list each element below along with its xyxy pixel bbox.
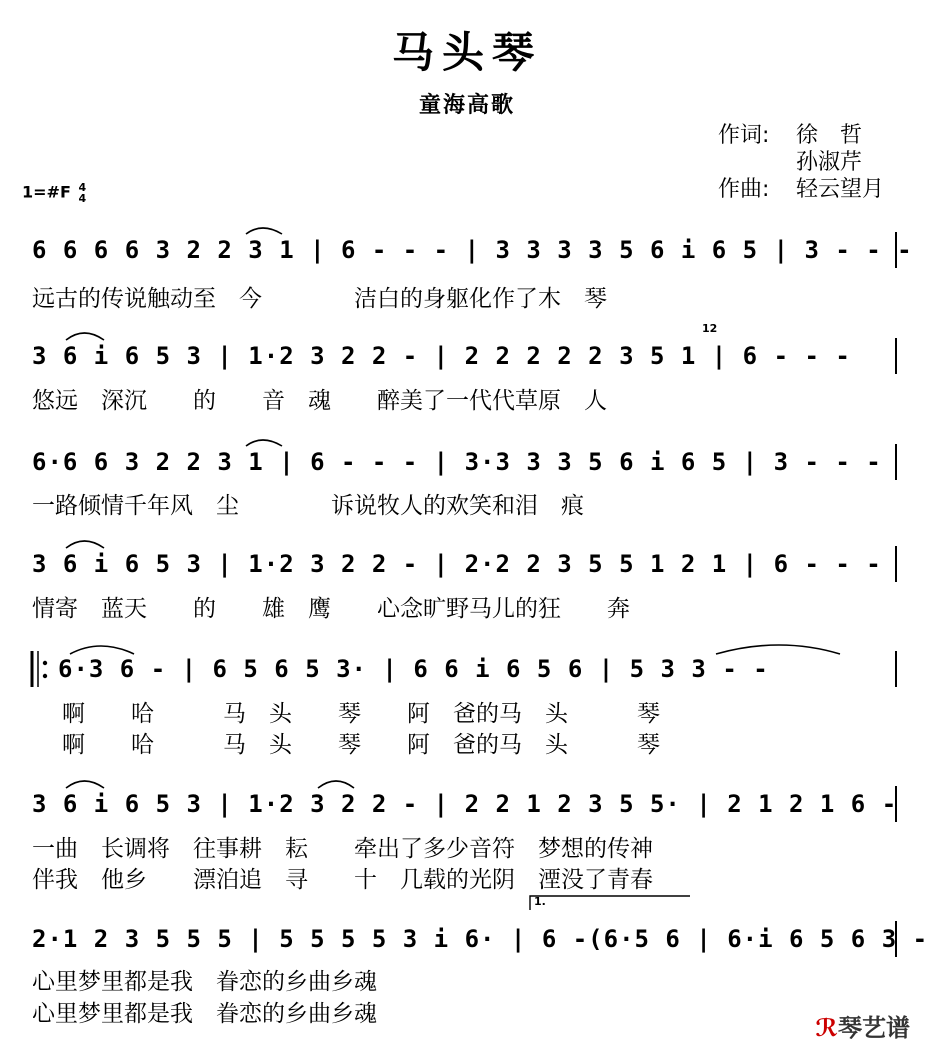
composer-name: 轻云望月 [796, 177, 885, 202]
key-signature [22, 182, 86, 204]
song-title: 马头琴 [391, 28, 542, 77]
slur [318, 781, 354, 788]
lyrics-line-3: 一路倾情千年风 尘 诉说牧人的欢笑和泪 痕 [32, 493, 584, 519]
slur [70, 646, 134, 654]
lyrics-line-7-verse-1: 心里梦里都是我 眷恋的乡曲乡魂 [32, 969, 377, 995]
lyricist-name-1: 徐 哲 [796, 123, 863, 148]
logo-icon: ℛ [815, 1014, 838, 1042]
lyrics-line-1: 远古的传说触动至 今 洁白的身躯化作了木 琴 [32, 286, 607, 312]
lyrics-line-5-verse-2: 啊 哈 马 头 琴 阿 爸的马 头 琴 [62, 732, 660, 758]
lyrics-line-6-verse-1: 一曲 长调将 往事耕 耘 牵出了多少音符 梦想的传神 [32, 836, 653, 862]
notation-line-5: 6·3 6 - | 6 5 6 5 3· | 6 6 i 6 5 6 | 5 3 3 - - [58, 655, 769, 683]
watermark-text: 琴艺谱 [838, 1014, 910, 1042]
lyrics-line-2: 悠远 深沉 的 音 魂 醉美了一代代草原 人 [32, 388, 607, 414]
repeat-sign [32, 651, 47, 687]
lyricist-label: 作词: [718, 123, 770, 148]
lyrics-line-5-verse-1: 啊 哈 马 头 琴 阿 爸的马 头 琴 [62, 701, 660, 727]
first-ending-mark: 1. [534, 895, 546, 908]
notation-line-7: 2·1 2 3 5 5 5 | 5 5 5 5 3 i 6· | 6 -(6·5 6 | 6·i 6 5 6 3 - [32, 925, 929, 953]
slur [66, 541, 104, 548]
key-text: 1=#F [22, 182, 71, 202]
slur [246, 228, 282, 234]
lyrics-line-4: 情寄 蓝天 的 雄 鹰 心念旷野马儿的狂 奔 [32, 596, 630, 622]
composer-label: 作曲: [718, 177, 770, 202]
notation-line-4: 3 6 i 6 5 3 | 1·2 3 2 2 - | 2·2 2 3 5 5 1 2 1 | 6 - - - [32, 550, 882, 578]
lyricist-name-2: 孙淑芹 [796, 150, 863, 175]
slur [246, 440, 282, 446]
volta-line [530, 896, 690, 910]
notation-line-2: 3 6 i 6 5 3 | 1·2 3 2 2 - | 2 2 2 2 2 3 5 1 | 6 - - - [32, 342, 851, 370]
first-ending-bracket [530, 896, 690, 910]
time-top: 4 [78, 181, 87, 194]
time-bottom: 4 [78, 192, 87, 205]
lyrics-line-7-verse-2: 心里梦里都是我 眷恋的乡曲乡魂 [32, 1001, 377, 1027]
notation-line-1: 6 6 6 6 3 2 2 3 1 | 6 - - - | 3 3 3 3 5 6 i 6 5 | 3 - - - [32, 236, 913, 264]
slur [716, 645, 840, 654]
notation-line-3: 6·6 6 3 2 2 3 1 | 6 - - - | 3·3 3 3 5 6 i 6 5 | 3 - - - [32, 448, 882, 476]
lyrics-line-6-verse-2: 伴我 他乡 漂泊追 寻 十 几载的光阴 湮没了青春 [32, 867, 653, 893]
song-subtitle: 童海高歌 [418, 93, 515, 118]
slur [66, 781, 104, 788]
notation-line-6: 3 6 i 6 5 3 | 1·2 3 2 2 - | 2 2 1 2 3 5 5· | 2 1 2 1 6 - [32, 790, 898, 818]
watermark-logo [815, 1008, 910, 1043]
time-signature [78, 182, 86, 204]
slur [66, 333, 104, 340]
grace-note-mark: 12 [702, 322, 718, 335]
